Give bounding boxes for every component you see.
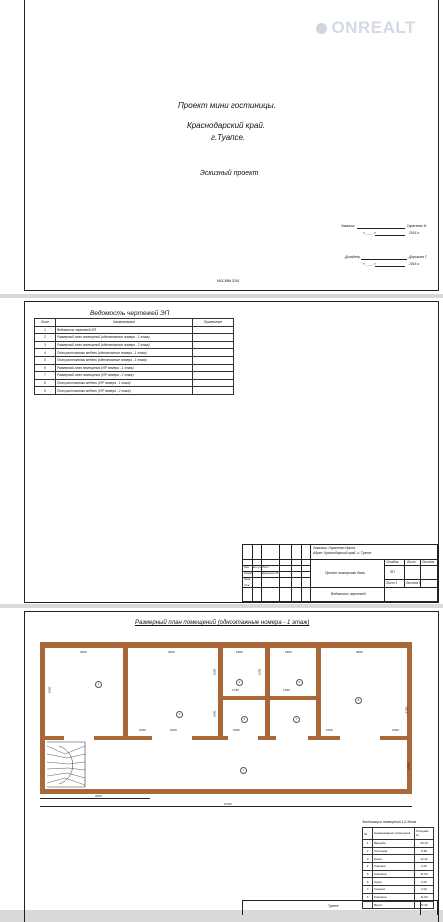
dim-inner-10: 5700 [404, 706, 409, 714]
dim-inner-1: 2550 [47, 686, 52, 694]
table-cell-note [193, 379, 234, 387]
room-number-8: 8 [355, 697, 362, 704]
wall-h-small1 [223, 696, 265, 700]
dim-inner-2: 1500 [212, 668, 217, 676]
watermark [316, 18, 416, 38]
dim-inner-8: 1000 [326, 728, 333, 732]
dim-inner-7: 1000 [233, 728, 240, 732]
dim-top-2: 3550 [168, 650, 175, 654]
table-cell-n: 2 [35, 334, 56, 342]
explication-cell: 4 [363, 863, 373, 871]
table-cell-name: Размерный план помещения (VIP номера - 1 этаж) [56, 364, 193, 372]
explication-row [363, 878, 434, 886]
dim-inner-5: 1000 [139, 728, 146, 732]
table-cell-note [193, 356, 234, 364]
explication-cell: Комната [373, 870, 415, 878]
explication-table [362, 827, 434, 909]
watermark-text: ONREALT [331, 18, 416, 37]
project-title: Проект мини гостиницы. [178, 101, 276, 110]
room-number-7: 7 [293, 716, 300, 723]
table-row [35, 387, 234, 395]
table-cell-note [193, 334, 234, 342]
room-number-6: 6 [241, 716, 248, 723]
explication-cell: Спальня [373, 863, 415, 871]
dim-top-3: 1800 [236, 650, 243, 654]
explication-row [363, 886, 434, 894]
explication-cell: Санузел [373, 886, 415, 894]
dim-top-4: 1800 [285, 650, 292, 654]
dim-inner-13: 1850 [406, 762, 411, 770]
explication-cell: 8.90 [415, 847, 434, 855]
title-sheet: ONREALT Проект мини гостиницы. Краснодарский край. г.Туапсе. Эскизный проект Заказчик Гарасенко И. « ____ » 2016 г. Дизайнер Дорогина Г. « ____ » 2016 г. МОСКВА 2016 [0, 0, 443, 294]
floor-plan-sheet [0, 608, 443, 910]
dim-top-5: 3500 [356, 650, 363, 654]
drawings-list-sheet [0, 298, 443, 604]
table-row [35, 364, 234, 372]
table-row [35, 379, 234, 387]
wall-v2 [218, 642, 223, 740]
table-cell-note [193, 364, 234, 372]
explication-cell: 2.02 [415, 886, 434, 894]
dim-inner-4: 1800 [212, 710, 217, 718]
dim-inner-12: 1780 [283, 688, 290, 692]
staircase [45, 740, 101, 789]
wall-top [40, 642, 412, 648]
explication-cell: Комната [373, 893, 415, 901]
table-cell-name: План расстановки мебели (одноэтажные номера - 1 этаж) [56, 356, 193, 364]
explication-row [363, 855, 434, 863]
room-number-2: 2 [95, 681, 102, 688]
wall-v1 [123, 642, 128, 740]
dim-inner-9: 1000 [392, 728, 399, 732]
wall-v3 [265, 642, 270, 740]
dim-line-bottom [40, 806, 412, 807]
explication-cell: 11.63 [415, 870, 434, 878]
explication-cell: Всего: [373, 901, 415, 909]
table-cell-note [193, 372, 234, 380]
room-number-3: 3 [176, 711, 183, 718]
explication-cell: 8 [363, 893, 373, 901]
col-name: Наименование [56, 319, 193, 327]
explication-cell: 71.92 [415, 901, 434, 909]
explication-row [363, 840, 434, 848]
dim-stair: 2500 [95, 794, 102, 798]
table-cell-n: 6 [35, 364, 56, 372]
explication-cell: 26.10 [415, 840, 434, 848]
explication-cell: Кухня [373, 855, 415, 863]
explication-cell: Кухня [373, 878, 415, 886]
explication-row [363, 870, 434, 878]
table-cell-n: 4 [35, 349, 56, 357]
table-header-row [35, 319, 234, 327]
explication-cell: 6 [363, 878, 373, 886]
project-region: Краснодарский край. [187, 121, 266, 130]
explication-title: Экспликация помещений 1-й Этаж [362, 820, 417, 824]
table-cell-name: Размерный план помещений (одноэтажные номера - 2 этаж) [56, 341, 193, 349]
table-row [35, 326, 234, 334]
explication-cell: 5 [363, 870, 373, 878]
dim-inner-11: 1730 [232, 688, 239, 692]
table-cell-n: 5 [35, 356, 56, 364]
table-row [35, 372, 234, 380]
table-cell-name: План расстановки мебели (VIP номера - 2 этаж) [56, 387, 193, 395]
table-row [35, 356, 234, 364]
explication-row [363, 847, 434, 855]
wall-h-small2 [270, 696, 316, 700]
wall-right [407, 642, 412, 794]
table-cell-n: 7 [35, 372, 56, 380]
dim-bottom: 9.600 [224, 802, 232, 806]
col-note: Примечание [193, 319, 234, 327]
explication-cell: Гостиная [373, 847, 415, 855]
project-city: г.Туапсе. [211, 133, 246, 142]
explication-header-row: № Наименование помещения Площадь м² [363, 828, 434, 840]
room-number-5: 5 [296, 679, 303, 686]
table-cell-note [193, 349, 234, 357]
explication-cell: 2.02 [415, 863, 434, 871]
explication-cell: 2.02 [415, 878, 434, 886]
room-number-4: 4 [236, 679, 243, 686]
explication-cell: 11.63 [415, 893, 434, 901]
table-row [35, 349, 234, 357]
table-cell-name: План расстановки мебели (VIP номера - 1 этаж) [56, 379, 193, 387]
table-cell-n: 3 [35, 341, 56, 349]
table-cell-n: 8 [35, 379, 56, 387]
explication-cell: 12.42 [415, 855, 434, 863]
explication-cell: 7 [363, 886, 373, 894]
dim-line-stair [40, 798, 150, 799]
explication-row [363, 863, 434, 871]
title-block-stamp: Заказчик: Гарасенко Ирина Адрес: Краснодарский край, г. Туапсе Проект планировки дома Стадия Лист Листов ЭП Лист 1 Листов 9 Ведомость чертежей Изм. Кол.уч. Лист Разраб. Дорогина Г.В. Пров. Утв. [242, 544, 438, 602]
dim-inner-6: 1000 [170, 728, 177, 732]
table-cell-n: 9 [35, 387, 56, 395]
table-cell-name: План расстановки мебели (одноэтажные номера - 1 этаж) [56, 349, 193, 357]
table-cell-note [193, 387, 234, 395]
bottom-stamp: Туапсе [242, 900, 438, 915]
drawings-table [34, 318, 234, 395]
explication-cell: 3 [363, 855, 373, 863]
table-cell-name: Ведомость чертежей ЭП [56, 326, 193, 334]
list-title: Ведомость чертежей ЭП [90, 310, 170, 317]
table-cell-name: Размерный план помещения (VIP номера - 2 этаж) [56, 372, 193, 380]
onrealt-logo-icon [316, 23, 327, 34]
table-cell-name: Размерный план помещений (одноэтажные номера - 1 этаж) [56, 334, 193, 342]
table-cell-note [193, 341, 234, 349]
title-frame [24, 0, 439, 291]
explication-cell: 2 [363, 847, 373, 855]
explication-cell: Веранда [373, 840, 415, 848]
table-row [35, 341, 234, 349]
plan-title: Размерный план помещений (одноэтажные номера - 1 этаж) [135, 620, 310, 626]
title-footer: МОСКВА 2016 [217, 279, 240, 283]
table-cell-note [193, 326, 234, 334]
project-subtitle: Эскизный проект [200, 170, 259, 177]
room-number-1: 1 [240, 767, 247, 774]
col-sheet: Лист [35, 319, 56, 327]
dim-top-1: 3000 [80, 650, 87, 654]
explication-cell: 1 [363, 840, 373, 848]
wall-v4 [316, 642, 321, 740]
dim-inner-3: 1500 [257, 668, 262, 676]
table-cell-n: 1 [35, 326, 56, 334]
table-row [35, 334, 234, 342]
